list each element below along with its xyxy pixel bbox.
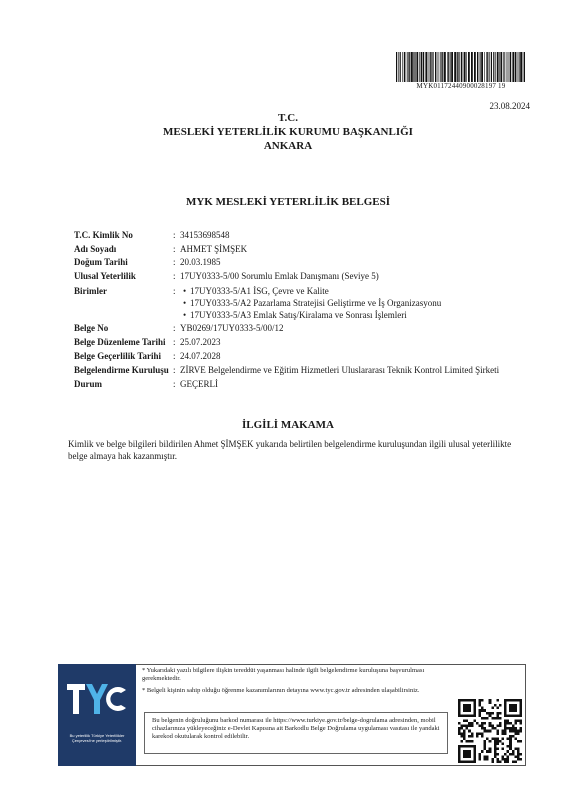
barcode [396,52,526,82]
document-title: MYK MESLEKİ YETERLİLİK BELGESİ [185,196,391,208]
makama-title: İLGİLİ MAKAMA [242,419,334,431]
separator: : [173,286,176,296]
cert-no-value: YB0269/17UY0333-5/00/12 [180,323,284,333]
makama-paragraph: Kimlik ve belge bilgileri bildirilen Ahmet ŞİMŞEK yukarıda belirtilen belgelendirme kuruluşundan ilgili ulusal yeterlilikte belge almaya hak kazanmıştır. [68,439,512,461]
birth-value: 20.03.1985 [180,257,221,267]
header-city: ANKARA [263,140,313,152]
document-date: 23.08.2024 [489,101,530,111]
unit-item: • 17UY0333-5/A1 İSG, Çevre ve Kalite [183,286,329,296]
footer-note: * Belgeli kişinin sahip olduğu öğrenme kazanımlarının detayına www.tyc.gov.tr adresinden ulaşabilirsiniz. [142,687,420,694]
separator: : [173,271,176,281]
cert-body-label: Belgelendirme Kuruluşu [74,365,169,375]
cert-body-value: ZİRVE Belgelendirme ve Eğitim Hizmetleri Uluslararası Teknik Kontrol Limited Şirketi [180,365,500,375]
issue-date-value: 25.07.2023 [180,337,221,347]
qr-code [458,699,522,763]
status-label: Durum [74,379,103,389]
separator: : [173,244,176,254]
bullet-icon: • [183,310,187,320]
status-value: GEÇERLİ [180,379,218,389]
separator: : [173,365,176,375]
unit-item: • 17UY0333-5/A3 Emlak Satış/Kiralama ve Sonrası İşlemleri [183,310,407,320]
unit-item: • 17UY0333-5/A2 Pazarlama Stratejisi Geliştirme ve İş Organizasyonu [183,298,442,308]
separator: : [173,230,176,240]
cert-no-label: Belge No [74,323,109,333]
separator: : [173,337,176,347]
name-value: AHMET ŞİMŞEK [180,244,248,254]
footer-note: * Yukarıdaki yazılı bilgilere ilişkin tereddüt yaşanması halinde ilgili belgelendirme kuruluşuna başvurulması gerekmektedir. [142,667,425,682]
expiry-date-value: 24.07.2028 [180,351,221,361]
separator: : [173,323,176,333]
qualification-value: 17UY0333-5/00 Sorumlu Emlak Danışmanı (Seviye 5) [180,271,379,281]
separator: : [173,379,176,389]
name-label: Adı Soyadı [74,244,117,254]
tc-label: T.C. Kimlik No [74,230,133,240]
separator: : [173,351,176,361]
units-label: Birimler [74,286,107,296]
separator: : [173,257,176,267]
qualification-label: Ulusal Yeterlilik [74,271,136,281]
header-institution: MESLEKİ YETERLİLİK KURUMU BAŞKANLIĞI [163,126,413,138]
verification-text: Bu belgenin doğruluğunu barkod numarası ile https://www.turkiye.gov.tr/belge-dogrulama adresinden, mobil cihazlarınıza yükleyeceğiniz e-Devlet Kapısına ait Barkodlu Belge Doğrulama uygulaması vasıtası ile yandaki karekod okutularak kontrol edilebilir. [152,717,440,740]
barcode-number: MYK01172440900028197 19 [416,82,506,90]
bullet-icon: • [183,286,187,296]
birth-label: Doğum Tarihi [74,257,128,267]
issue-date-label: Belge Düzenleme Tarihi [74,337,166,347]
tyc-logo-icon [64,676,130,724]
bullet-icon: • [183,298,187,308]
tc-value: 34153698548 [180,230,230,240]
expiry-date-label: Belge Geçerlilik Tarihi [74,351,161,361]
tyc-caption: Bu yeterlilik Türkiye Yeterlilikler Çerçevesi'ne yerleştirilmiştir. [69,733,125,743]
header-line-1: T.C. [278,112,298,124]
